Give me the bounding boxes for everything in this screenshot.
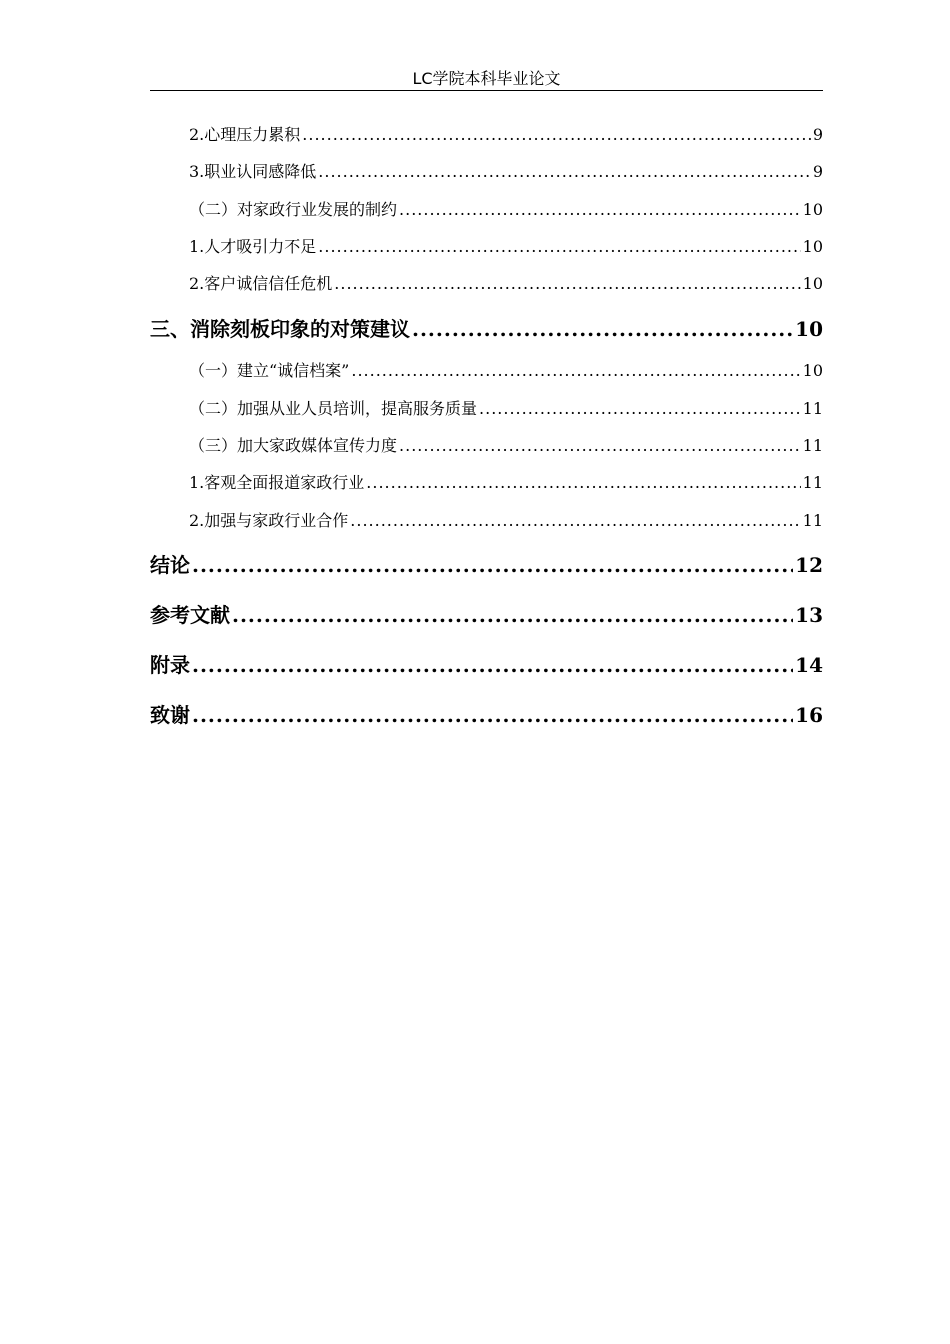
toc-entry-page: 11 [802,473,823,492]
toc-leader-dots [318,237,800,256]
toc-leader-dots [399,200,801,219]
toc-leader-dots [192,653,793,677]
toc-entry-page: 10 [802,274,823,293]
toc-leader-dots [479,399,801,418]
toc-entry-label: 3.职业认同感降低 [189,162,317,181]
toc-entry-label: 三、消除刻板印象的对策建议 [150,317,410,341]
toc-entry[interactable] [189,122,823,145]
toc-entry-label: （二）加强从业人员培训，提高服务质量 [189,399,478,418]
toc-entry-page: 11 [802,436,823,455]
toc-entry-page: 14 [795,653,823,677]
toc-entry-chapter[interactable] [150,699,823,728]
toc-leader-dots [412,317,793,341]
toc-entry-label: 2.加强与家政行业合作 [189,511,349,530]
toc-leader-dots [351,361,800,380]
toc-leader-dots [302,125,811,144]
toc-leader-dots [232,603,793,627]
toc-entry-label: 结论 [150,553,190,577]
toc-leader-dots [399,436,801,455]
toc-entry-label: 致谢 [150,703,190,727]
toc-entry-chapter[interactable] [150,649,823,678]
toc-entry[interactable] [189,197,823,220]
toc-entry-page: 9 [812,162,823,181]
toc-entry-page: 11 [802,399,823,418]
header-divider [150,90,823,91]
toc-entry-chapter[interactable] [150,313,823,342]
toc-entry-page: 11 [802,511,823,530]
toc-entry[interactable] [189,396,823,419]
toc-entry[interactable] [189,508,823,531]
toc-entry[interactable] [189,234,823,257]
toc-entry-label: （一）建立“诚信档案” [189,361,350,380]
page-header: LC学院本科毕业论文 [412,69,561,88]
toc-leader-dots [334,274,800,293]
toc-entry[interactable] [189,159,823,182]
toc-leader-dots [350,511,800,530]
toc-entry[interactable] [189,358,823,381]
toc-entry-label: 2.心理压力累积 [189,125,301,144]
toc-leader-dots [192,703,793,727]
toc-entry-page: 10 [802,361,823,380]
toc-entry-page: 16 [795,703,823,727]
toc-entry-chapter[interactable] [150,599,823,628]
toc-entry-label: 附录 [150,653,190,677]
toc-entry-page: 12 [795,553,823,577]
toc-entry-page: 13 [795,603,823,627]
toc-entry-page: 10 [802,237,823,256]
toc-entry-page: 10 [802,200,823,219]
toc-entry-label: 1.客观全面报道家政行业 [189,473,365,492]
toc-entry[interactable] [189,271,823,294]
toc-entry-page: 9 [812,125,823,144]
toc-entry-label: 参考文献 [150,603,230,627]
toc-entry-chapter[interactable] [150,549,823,578]
toc-leader-dots [366,473,800,492]
toc-entry-label: 1.人才吸引力不足 [189,237,317,256]
toc-entry-label: 2.客户诚信信任危机 [189,274,333,293]
toc-leader-dots [318,162,811,181]
toc-entry[interactable] [189,433,823,456]
toc-leader-dots [192,553,793,577]
toc-entry[interactable] [189,470,823,493]
toc-entry-label: （三）加大家政媒体宣传力度 [189,436,398,455]
toc-entry-label: （二）对家政行业发展的制约 [189,200,398,219]
toc-entry-page: 10 [795,317,823,341]
